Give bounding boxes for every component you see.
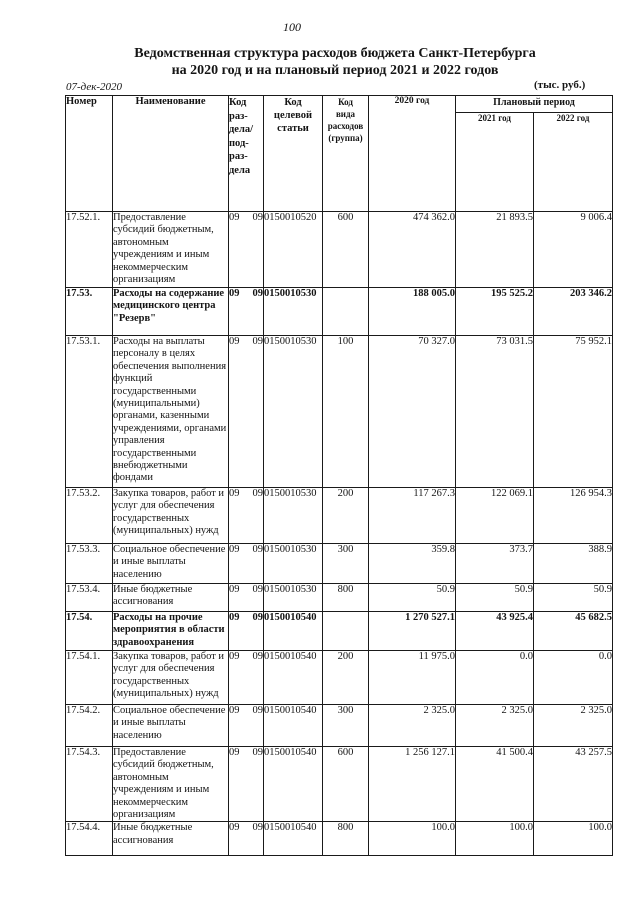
header-expense-type (323, 96, 369, 212)
table-row (66, 705, 613, 747)
row-amount-2021: 50.9 (456, 584, 534, 612)
row-section-code (229, 651, 264, 705)
row-amount-2020: 474 362.0 (369, 212, 456, 288)
table-row (66, 336, 613, 488)
row-amount-2021: 43 925.4 (456, 612, 534, 651)
row-name: Расходы на содержание медицинского центра "Резерв" (113, 288, 229, 336)
row-section-code (229, 336, 264, 488)
row-name: Социальное обеспечение и иные выплаты населению (113, 705, 229, 747)
row-number: 17.53.3. (66, 544, 113, 584)
header-number: Номер (66, 96, 113, 212)
row-name: Социальное обеспечение и иные выплаты населению (113, 544, 229, 584)
row-name: Расходы на выплаты персоналу в целях обеспечения выполнения функций государственными (муниципальными) органами, казенными учреждениями, органами управления государственными внебюджетными фондами (113, 336, 229, 488)
row-number: 17.53.4. (66, 584, 113, 612)
section-code-pair (229, 212, 263, 224)
row-amount-2021: 195 525.2 (456, 288, 534, 336)
row-target-code: 0150010530 (264, 288, 323, 336)
row-amount-2020: 70 327.0 (369, 336, 456, 488)
table-row (66, 288, 613, 336)
header-line: (группа) (328, 133, 363, 143)
section-code-pair (229, 705, 263, 717)
header-line: дела (229, 164, 251, 176)
row-number: 17.53.2. (66, 488, 113, 544)
section-code: 09 (229, 544, 240, 555)
header-row (66, 96, 613, 113)
row-section-code (229, 705, 264, 747)
subsection-code: 09 (252, 212, 263, 223)
section-code: 09 (229, 212, 240, 223)
row-expense-type: 300 (323, 705, 369, 747)
section-code-pair (229, 822, 263, 834)
subsection-code: 09 (252, 488, 263, 499)
section-code: 09 (229, 336, 240, 347)
budget-table (65, 95, 613, 856)
row-amount-2020: 11 975.0 (369, 651, 456, 705)
row-target-code: 0150010530 (264, 488, 323, 544)
row-amount-2022: 100.0 (534, 822, 613, 856)
row-number: 17.53.1. (66, 336, 113, 488)
header-line: раз- (229, 151, 248, 163)
subsection-code: 09 (252, 544, 263, 555)
header-line: целевой (273, 110, 313, 121)
row-expense-type (323, 288, 369, 336)
row-target-code: 0150010530 (264, 544, 323, 584)
table-row (66, 584, 613, 612)
section-code-pair (229, 651, 263, 663)
table-body (66, 212, 613, 856)
row-expense-type: 800 (323, 584, 369, 612)
header-line: статьи (277, 123, 309, 134)
page-number: 100 (283, 20, 301, 34)
row-name: Закупка товаров, работ и услуг для обеспечения государственных (муниципальных) нужд (113, 651, 229, 705)
row-section-code (229, 488, 264, 544)
row-expense-type: 800 (323, 822, 369, 856)
subsection-code: 09 (252, 336, 263, 347)
table-row (66, 612, 613, 651)
row-section-code (229, 612, 264, 651)
row-amount-2021: 21 893.5 (456, 212, 534, 288)
row-number: 17.54.3. (66, 747, 113, 822)
row-target-code: 0150010530 (264, 336, 323, 488)
row-section-code (229, 544, 264, 584)
row-target-code: 0150010540 (264, 705, 323, 747)
section-code-pair (229, 584, 263, 596)
table-header (66, 96, 613, 212)
header-line: дела/ (229, 124, 254, 136)
row-name: Предоставление субсидий бюджетным, автономным учреждениям и иным некоммерческим организациям (113, 212, 229, 288)
document-subtitle: на 2020 год и на плановый период 2021 и 2022 годов (171, 63, 499, 78)
subsection-code: 09 (252, 612, 263, 623)
header-target-code (264, 96, 323, 212)
row-amount-2021: 73 031.5 (456, 336, 534, 488)
section-code-pair (229, 288, 263, 300)
subsection-code: 09 (252, 584, 263, 595)
row-section-code (229, 822, 264, 856)
row-amount-2020: 1 270 527.1 (369, 612, 456, 651)
row-amount-2022: 203 346.2 (534, 288, 613, 336)
header-line: под- (229, 137, 249, 149)
row-amount-2022: 9 006.4 (534, 212, 613, 288)
row-name: Расходы на прочие мероприятия в области здравоохранения (113, 612, 229, 651)
row-target-code: 0150010540 (264, 747, 323, 822)
row-expense-type: 100 (323, 336, 369, 488)
row-expense-type (323, 612, 369, 651)
row-amount-2022: 388.9 (534, 544, 613, 584)
header-year-2021: 2021 год (456, 113, 534, 212)
header-section-code (229, 96, 264, 212)
row-expense-type: 600 (323, 747, 369, 822)
section-code: 09 (229, 584, 240, 595)
row-section-code (229, 747, 264, 822)
subsection-code: 09 (252, 288, 263, 299)
row-amount-2021: 41 500.4 (456, 747, 534, 822)
row-expense-type: 200 (323, 651, 369, 705)
table-row (66, 822, 613, 856)
row-amount-2020: 100.0 (369, 822, 456, 856)
row-amount-2022: 75 952.1 (534, 336, 613, 488)
section-code: 09 (229, 822, 240, 834)
section-code: 09 (229, 705, 240, 716)
row-section-code (229, 288, 264, 336)
document-date: 07-дек-2020 (66, 81, 123, 93)
row-target-code: 0150010540 (264, 651, 323, 705)
row-amount-2022: 45 682.5 (534, 612, 613, 651)
row-expense-type: 600 (323, 212, 369, 288)
section-code-pair (229, 544, 263, 556)
row-amount-2021: 122 069.1 (456, 488, 534, 544)
row-amount-2020: 2 325.0 (369, 705, 456, 747)
header-year-2020: 2020 год (369, 96, 456, 212)
row-amount-2021: 373.7 (456, 544, 534, 584)
table-row (66, 212, 613, 288)
section-code: 09 (229, 488, 240, 499)
row-target-code: 0150010540 (264, 612, 323, 651)
header-year-2022: 2022 год (534, 113, 613, 212)
row-number: 17.54.2. (66, 705, 113, 747)
row-amount-2020: 188 005.0 (369, 288, 456, 336)
row-amount-2022: 50.9 (534, 584, 613, 612)
row-section-code (229, 212, 264, 288)
document-title: Ведомственная структура расходов бюджета Санкт-Петербурга (134, 46, 536, 61)
header-line: Код (284, 97, 302, 108)
header-name: Наименование (113, 96, 229, 212)
section-code: 09 (229, 651, 240, 662)
row-amount-2022: 0.0 (534, 651, 613, 705)
table-row (66, 651, 613, 705)
header-line: Код (338, 97, 353, 107)
row-amount-2022: 43 257.5 (534, 747, 613, 822)
section-code-pair (229, 336, 263, 348)
row-target-code: 0150010540 (264, 822, 323, 856)
row-expense-type: 300 (323, 544, 369, 584)
section-code-pair (229, 612, 263, 624)
row-number: 17.54. (66, 612, 113, 651)
table-row (66, 544, 613, 584)
header-planning-period: Плановый период (456, 96, 613, 113)
table-row (66, 747, 613, 822)
row-amount-2020: 1 256 127.1 (369, 747, 456, 822)
section-code: 09 (229, 612, 240, 623)
row-amount-2020: 50.9 (369, 584, 456, 612)
row-number: 17.54.4. (66, 822, 113, 856)
row-number: 17.52.1. (66, 212, 113, 288)
subsection-code: 09 (252, 651, 263, 662)
row-target-code: 0150010520 (264, 212, 323, 288)
header-line: Код (229, 97, 247, 108)
row-name: Иные бюджетные ассигнования (113, 822, 229, 856)
row-amount-2021: 100.0 (456, 822, 534, 856)
header-line: расходов (327, 121, 364, 131)
header-line: вида (335, 109, 356, 119)
row-amount-2021: 0.0 (456, 651, 534, 705)
row-amount-2021: 2 325.0 (456, 705, 534, 747)
section-code-pair (229, 488, 263, 500)
row-target-code: 0150010530 (264, 584, 323, 612)
header-line: раз- (229, 110, 248, 122)
row-number: 17.54.1. (66, 651, 113, 705)
row-name: Закупка товаров, работ и услуг для обеспечения государственных (муниципальных) нужд (113, 488, 229, 544)
row-name: Иные бюджетные ассигнования (113, 584, 229, 612)
subsection-code: 09 (252, 705, 263, 716)
section-code: 09 (229, 747, 240, 758)
row-expense-type: 200 (323, 488, 369, 544)
units-label: (тыс. руб.) (534, 79, 586, 91)
row-number: 17.53. (66, 288, 113, 336)
row-amount-2022: 126 954.3 (534, 488, 613, 544)
table-row (66, 488, 613, 544)
row-name: Предоставление субсидий бюджетным, автономным учреждениям и иным некоммерческим организациям (113, 747, 229, 822)
subsection-code: 09 (252, 747, 263, 758)
row-amount-2020: 117 267.3 (369, 488, 456, 544)
row-section-code (229, 584, 264, 612)
section-code: 09 (229, 288, 240, 299)
section-code-pair (229, 747, 263, 759)
row-amount-2022: 2 325.0 (534, 705, 613, 747)
row-amount-2020: 359.8 (369, 544, 456, 584)
subsection-code: 09 (252, 822, 263, 834)
